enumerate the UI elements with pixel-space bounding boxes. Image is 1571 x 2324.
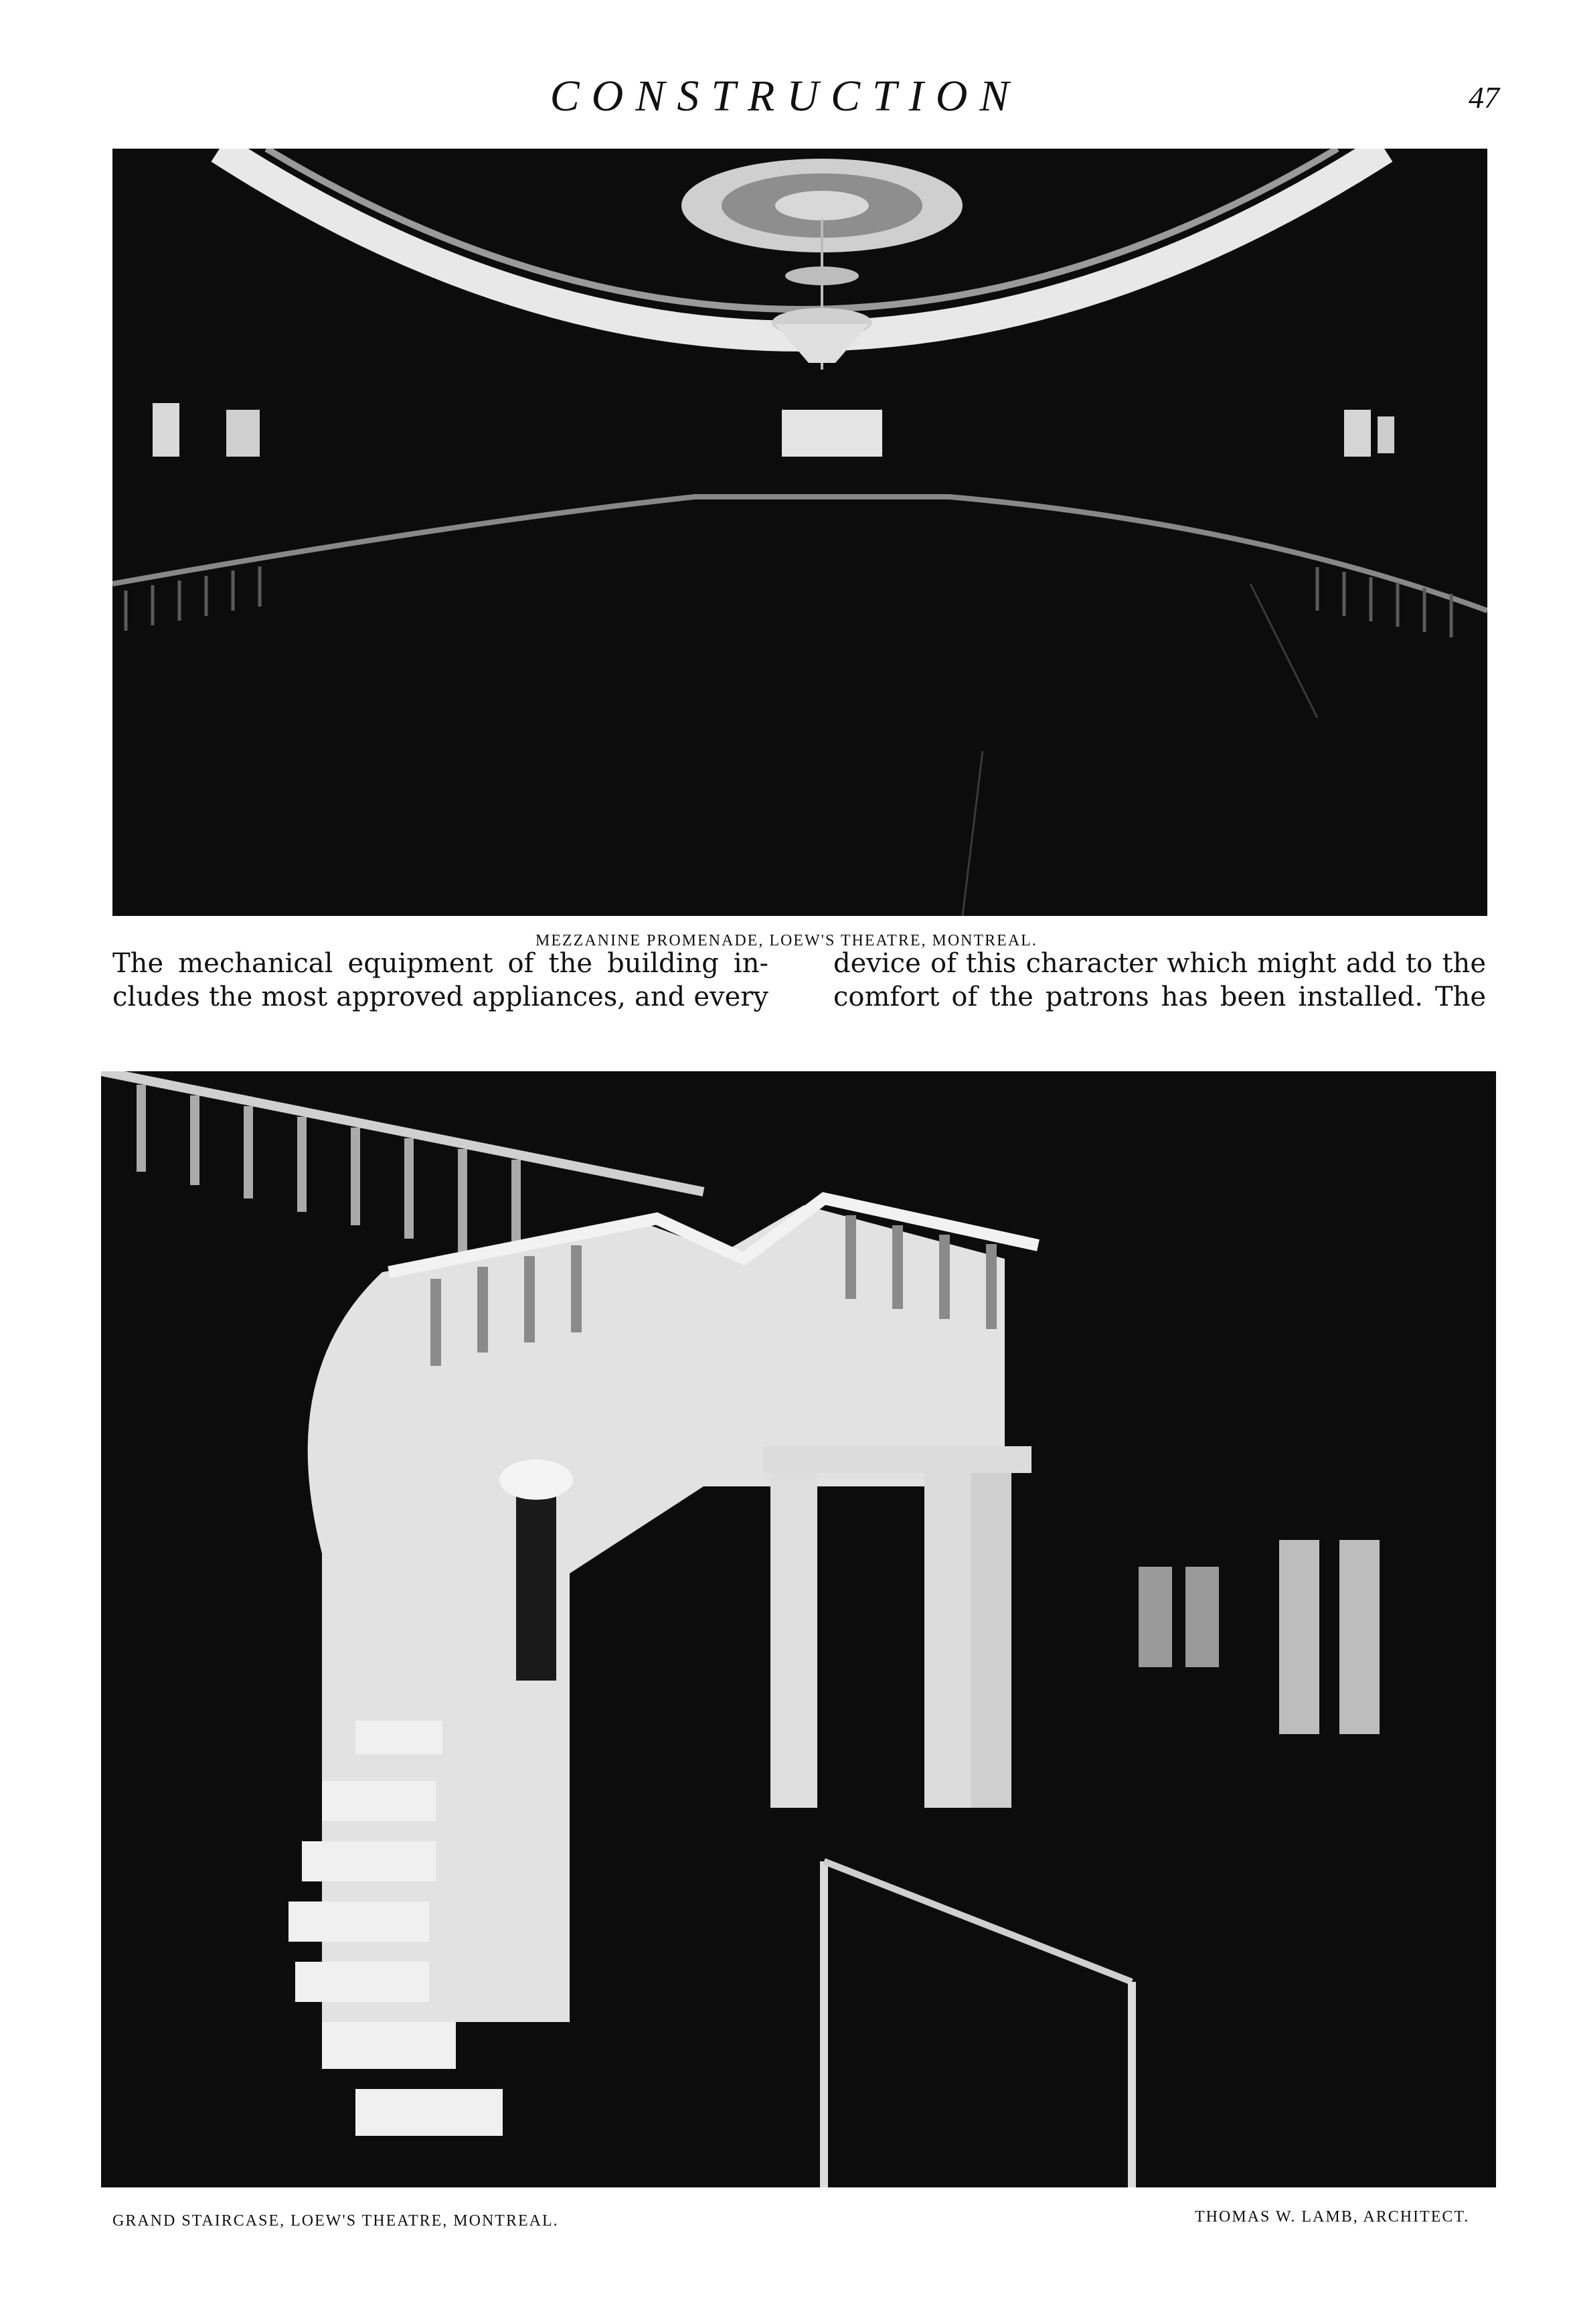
architect-credit: THOMAS W. LAMB, ARCHITECT. xyxy=(1195,2208,1470,2226)
running-title: CONSTRUCTION xyxy=(550,72,1021,121)
body-left-line-1: The mechanical equipment of the building in- xyxy=(112,948,768,979)
body-right-line-1: device of this character which might add to the xyxy=(833,948,1486,979)
mezzanine-caption: MEZZANINE PROMENADE, LOEW'S THEATRE, MONTREAL. xyxy=(535,932,1038,949)
grand-staircase-photo xyxy=(101,1071,1496,2187)
mezzanine-illustration xyxy=(112,149,1487,916)
staircase-caption: GRAND STAIRCASE, LOEW'S THEATRE, MONTREAL. xyxy=(112,2212,559,2230)
body-left-line-2: cludes the most approved appliances, and every xyxy=(112,982,768,1012)
page-number: 47 xyxy=(1469,80,1499,114)
staircase-illustration xyxy=(101,1071,1496,2187)
body-right-line-2: comfort of the patrons has been installed. The xyxy=(833,982,1486,1012)
mezzanine-promenade-photo xyxy=(112,149,1487,916)
